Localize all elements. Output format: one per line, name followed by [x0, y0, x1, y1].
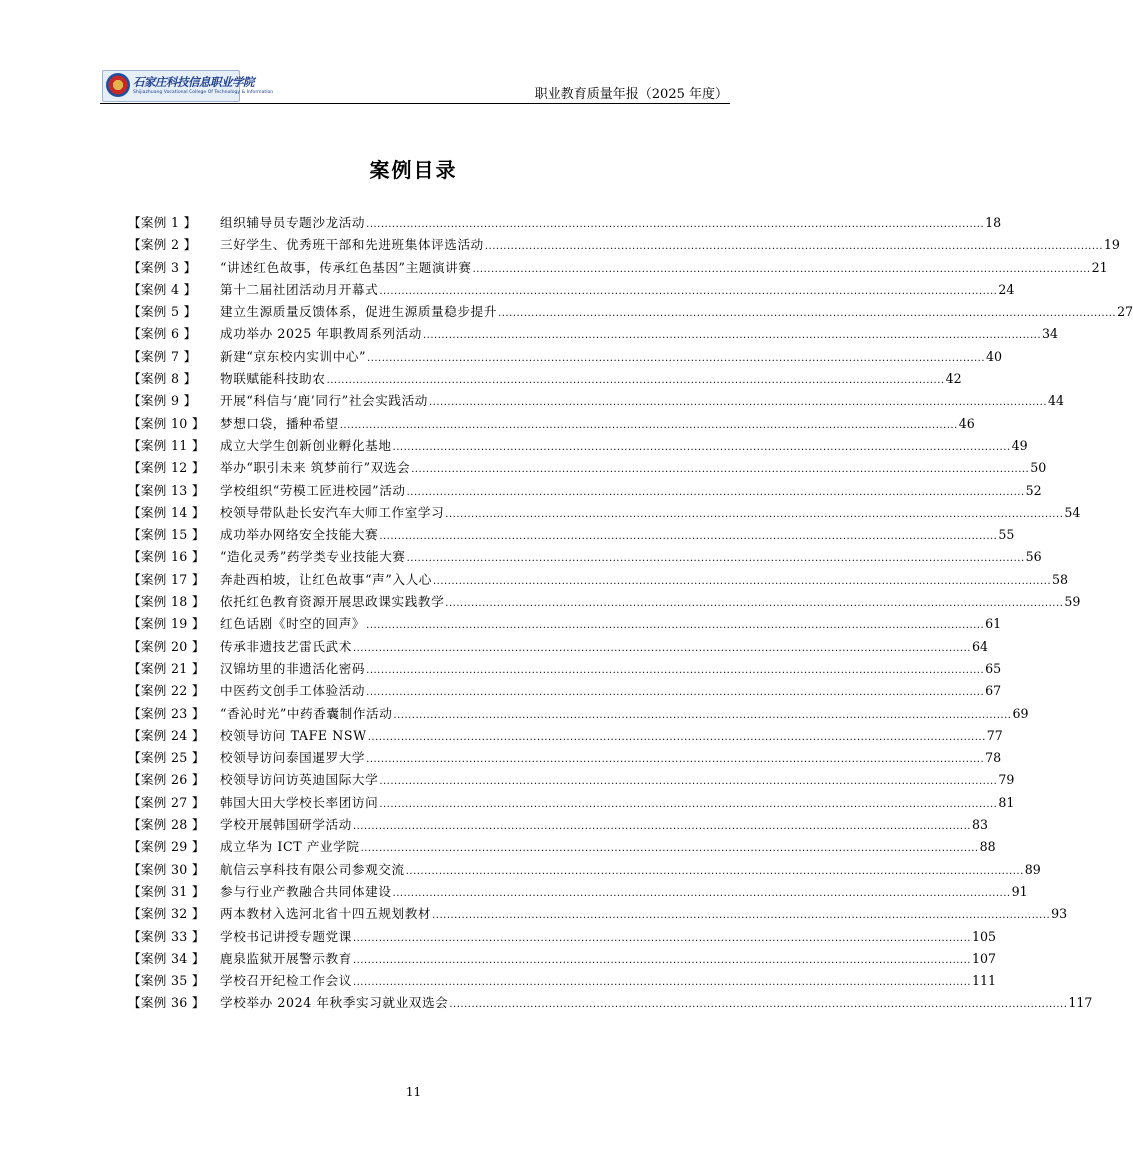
case-page-number: 34 — [1042, 326, 1059, 342]
toc-entry[interactable] — [128, 524, 1015, 546]
dot-leader — [366, 620, 984, 631]
page-header — [100, 70, 730, 104]
toc-entry[interactable] — [128, 413, 975, 435]
case-number: 【案例 5 】 — [128, 304, 197, 320]
dot-leader — [379, 531, 997, 542]
case-title: 汉锦坊里的非遗活化密码 — [220, 660, 366, 676]
case-page-number: 117 — [1068, 995, 1093, 1011]
toc-entry[interactable] — [128, 257, 1108, 279]
case-title: 学校举办 2024 年秋季实习就业双选会 — [220, 995, 449, 1011]
case-number: 【案例 11 】 — [128, 437, 205, 453]
case-number: 【案例 15 】 — [128, 527, 205, 543]
case-number: 【案例 25 】 — [128, 750, 205, 766]
dot-leader — [340, 420, 958, 431]
dot-leader — [379, 286, 997, 297]
toc-entry[interactable] — [128, 747, 1002, 769]
case-title: 参与行业产教融合共同体建设 — [220, 883, 392, 899]
case-page-number: 56 — [1025, 549, 1042, 565]
case-page-number: 81 — [998, 794, 1015, 810]
case-number: 【案例 32 】 — [128, 906, 205, 922]
case-number: 【案例 8 】 — [128, 371, 197, 387]
case-page-number: 78 — [985, 750, 1002, 766]
case-title: 学校组织“劳模工匠进校园”活动 — [220, 482, 406, 498]
toc-entry[interactable] — [128, 992, 1093, 1014]
toc-entry[interactable] — [128, 703, 1029, 725]
dot-leader — [366, 665, 984, 676]
toc-entry[interactable] — [128, 836, 996, 858]
case-title: “讲述红色故事，传承红色基因”主题演讲赛 — [220, 259, 472, 275]
dot-leader — [367, 353, 985, 364]
case-title: 学校开展韩国研学活动 — [220, 817, 352, 833]
case-page-number: 44 — [1048, 393, 1065, 409]
case-number: 【案例 9 】 — [128, 393, 197, 409]
toc-entry[interactable] — [128, 390, 1065, 412]
case-number: 【案例 13 】 — [128, 482, 205, 498]
case-title: 学校书记讲授专题党课 — [220, 928, 352, 944]
case-page-number: 52 — [1025, 482, 1042, 498]
dot-leader — [449, 999, 1067, 1010]
toc-entry[interactable] — [128, 881, 1028, 903]
case-page-number: 27 — [1117, 304, 1133, 320]
case-page-number: 65 — [985, 660, 1002, 676]
dot-leader — [353, 933, 971, 944]
dot-leader — [485, 241, 1103, 252]
toc-entry[interactable] — [128, 859, 1041, 881]
dot-leader — [379, 776, 997, 787]
case-title: 奔赴西柏坡，让红色故事“声”入人心 — [220, 571, 432, 587]
case-title: 学校召开纪检工作会议 — [220, 973, 352, 989]
case-number: 【案例 30 】 — [128, 861, 205, 877]
toc-entry[interactable] — [128, 636, 988, 658]
dot-leader — [361, 843, 979, 854]
case-title: 开展“科信与‘鹿’同行”社会实践活动 — [220, 393, 428, 409]
case-title: “造化灵秀”药学类专业技能大赛 — [220, 549, 406, 565]
case-number: 【案例 16 】 — [128, 549, 205, 565]
case-page-number: 77 — [986, 727, 1003, 743]
case-title: 成功举办网络安全技能大赛 — [220, 527, 379, 543]
case-number: 【案例 4 】 — [128, 281, 197, 297]
case-title: 航信云享科技有限公司参观交流 — [220, 861, 405, 877]
case-number: 【案例 10 】 — [128, 415, 205, 431]
toc-entry[interactable] — [128, 457, 1047, 479]
dot-leader — [327, 375, 945, 386]
case-page-number: 93 — [1051, 906, 1068, 922]
case-number: 【案例 23 】 — [128, 705, 205, 721]
case-number: 【案例 3 】 — [128, 259, 197, 275]
case-title: 第十二届社团活动月开幕式 — [220, 281, 379, 297]
case-title: 校领导访问访英迪国际大学 — [220, 772, 379, 788]
dot-leader — [353, 977, 971, 988]
case-title: 依托红色教育资源开展思政课实践教学 — [220, 594, 445, 610]
toc-entry[interactable] — [128, 502, 1081, 524]
case-number: 【案例 2 】 — [128, 237, 197, 253]
toc-entry[interactable] — [128, 903, 1068, 925]
case-number: 【案例 7 】 — [128, 348, 197, 364]
case-number: 【案例 1 】 — [128, 215, 197, 230]
toc-entry[interactable] — [128, 279, 1015, 301]
dot-leader — [407, 553, 1025, 564]
dot-leader — [406, 866, 1024, 877]
case-number: 【案例 21 】 — [128, 660, 205, 676]
dot-leader — [368, 732, 986, 743]
case-page-number: 64 — [971, 638, 988, 654]
case-number: 【案例 24 】 — [128, 727, 205, 743]
case-page-number: 91 — [1011, 883, 1028, 899]
case-title: 韩国大田大学校长率团访问 — [220, 794, 379, 810]
case-number: 【案例 18 】 — [128, 594, 205, 610]
case-number: 【案例 36 】 — [128, 995, 205, 1011]
case-page-number: 105 — [971, 928, 997, 944]
toc-entry[interactable] — [128, 212, 1002, 234]
case-page-number: 21 — [1091, 259, 1108, 275]
case-page-number: 69 — [1012, 705, 1029, 721]
dot-leader — [411, 464, 1029, 475]
dot-leader — [432, 910, 1050, 921]
toc-entry[interactable] — [128, 926, 997, 948]
case-page-number: 40 — [986, 348, 1003, 364]
case-number: 【案例 12 】 — [128, 460, 205, 476]
dot-leader — [423, 330, 1041, 341]
case-page-number: 42 — [945, 371, 962, 387]
dot-leader — [445, 509, 1063, 520]
toc-entry[interactable] — [128, 725, 1003, 747]
case-page-number: 58 — [1052, 571, 1069, 587]
case-page-number: 83 — [971, 817, 988, 833]
case-page-number: 55 — [998, 527, 1015, 543]
case-title: 校领导带队赴长安汽车大师工作室学习 — [220, 504, 445, 520]
toc-entry[interactable] — [128, 569, 1069, 591]
dot-leader — [429, 397, 1047, 408]
dot-leader — [393, 710, 1011, 721]
case-title: 传承非遗技艺雷氏武术 — [220, 638, 352, 654]
case-page-number: 19 — [1103, 237, 1120, 253]
case-title: 梦想口袋，播种希望 — [220, 415, 339, 431]
toc-entry[interactable] — [128, 814, 988, 836]
case-number: 【案例 14 】 — [128, 504, 205, 520]
dot-leader — [445, 598, 1063, 609]
case-number: 【案例 20 】 — [128, 638, 205, 654]
case-page-number: 61 — [985, 616, 1002, 632]
case-title: 成功举办 2025 年职教周系列活动 — [220, 326, 422, 342]
case-title: 组织辅导员专题沙龙活动 — [220, 215, 366, 230]
header-divider — [100, 103, 730, 104]
dot-leader — [393, 888, 1011, 899]
toc-entry[interactable] — [128, 792, 1015, 814]
toc-entry[interactable] — [128, 323, 1059, 345]
case-number: 【案例 29 】 — [128, 839, 205, 855]
college-emblem-icon — [106, 73, 130, 97]
toc-entry[interactable] — [128, 546, 1042, 568]
case-title: “香沁时光”中药香囊制作活动 — [220, 705, 393, 721]
case-page-number: 88 — [979, 839, 996, 855]
toc-entry[interactable] — [128, 435, 1028, 457]
case-title: 三好学生、优秀班干部和先进班集体评选活动 — [220, 237, 484, 253]
toc-entry[interactable] — [128, 346, 1003, 368]
case-number: 【案例 27 】 — [128, 794, 205, 810]
case-title: 新建“京东校内实训中心” — [220, 348, 367, 364]
dot-leader — [366, 687, 984, 698]
case-page-number: 18 — [985, 215, 1002, 230]
case-title: 成立华为 ICT 产业学院 — [220, 839, 360, 855]
dot-leader — [473, 264, 1091, 275]
case-number: 【案例 35 】 — [128, 973, 205, 989]
case-title: 两本教材入选河北省十四五规划教材 — [220, 906, 432, 922]
case-page-number: 107 — [971, 950, 997, 966]
dot-leader — [353, 821, 971, 832]
dot-leader — [379, 799, 997, 810]
case-page-number: 46 — [958, 415, 975, 431]
toc-entry[interactable] — [128, 234, 1120, 256]
case-page-number: 54 — [1064, 504, 1081, 520]
toc-entry[interactable] — [128, 480, 1042, 502]
case-number: 【案例 26 】 — [128, 772, 205, 788]
dot-leader — [353, 955, 971, 966]
case-title: 校领导访问泰国暹罗大学 — [220, 750, 366, 766]
case-number: 【案例 17 】 — [128, 571, 205, 587]
case-number: 【案例 34 】 — [128, 950, 205, 966]
case-number: 【案例 31 】 — [128, 883, 205, 899]
case-title: 红色话剧《时空的回声》 — [220, 616, 366, 632]
case-title: 中医药文创手工体验活动 — [220, 683, 366, 699]
dot-leader — [366, 219, 984, 230]
case-number: 【案例 22 】 — [128, 683, 205, 699]
case-page-number: 67 — [985, 683, 1002, 699]
dot-leader — [353, 643, 971, 654]
toc-entry[interactable] — [128, 680, 1002, 702]
case-page-number: 49 — [1011, 437, 1028, 453]
page-title: 案例目录 — [369, 158, 458, 182]
case-number: 【案例 6 】 — [128, 326, 197, 342]
toc-entry[interactable] — [128, 948, 997, 970]
toc-entry[interactable] — [128, 658, 1002, 680]
toc-entry[interactable] — [128, 591, 1081, 613]
toc-entry[interactable] — [128, 769, 1015, 791]
page-number: 11 — [405, 1085, 422, 1099]
case-table-of-contents — [128, 212, 1133, 1015]
toc-entry[interactable] — [128, 970, 997, 992]
dot-leader — [433, 576, 1051, 587]
case-number: 【案例 33 】 — [128, 928, 205, 944]
toc-entry[interactable] — [128, 301, 1133, 323]
case-title: 举办“职引未来 筑梦前行”双选会 — [220, 460, 411, 476]
case-number: 【案例 28 】 — [128, 817, 205, 833]
logo-text-en: Shijiazhuang Vocational College Of Technology & Information — [133, 90, 274, 95]
case-title: 成立大学生创新创业孵化基地 — [220, 437, 392, 453]
toc-entry[interactable] — [128, 613, 1002, 635]
case-page-number: 89 — [1024, 861, 1041, 877]
case-page-number: 79 — [998, 772, 1015, 788]
case-title: 建立生源质量反馈体系，促进生源质量稳步提升 — [220, 304, 498, 320]
case-title: 鹿泉监狱开展警示教育 — [220, 950, 352, 966]
dot-leader — [407, 487, 1025, 498]
logo-text-cn: 石家庄科技信息职业学院 — [133, 75, 254, 89]
case-title: 物联赋能科技助农 — [220, 371, 326, 387]
case-page-number: 111 — [971, 973, 997, 989]
college-logo — [102, 70, 274, 102]
toc-entry[interactable] — [128, 368, 962, 390]
report-title: 职业教育质量年报（2025 年度） — [534, 87, 728, 102]
case-page-number: 59 — [1064, 594, 1081, 610]
case-page-number: 24 — [998, 281, 1015, 297]
case-title: 校领导访问 TAFE NSW — [220, 727, 367, 743]
dot-leader — [498, 308, 1116, 319]
dot-leader — [366, 754, 984, 765]
case-number: 【案例 19 】 — [128, 616, 205, 632]
dot-leader — [393, 442, 1011, 453]
case-page-number: 50 — [1030, 460, 1047, 476]
